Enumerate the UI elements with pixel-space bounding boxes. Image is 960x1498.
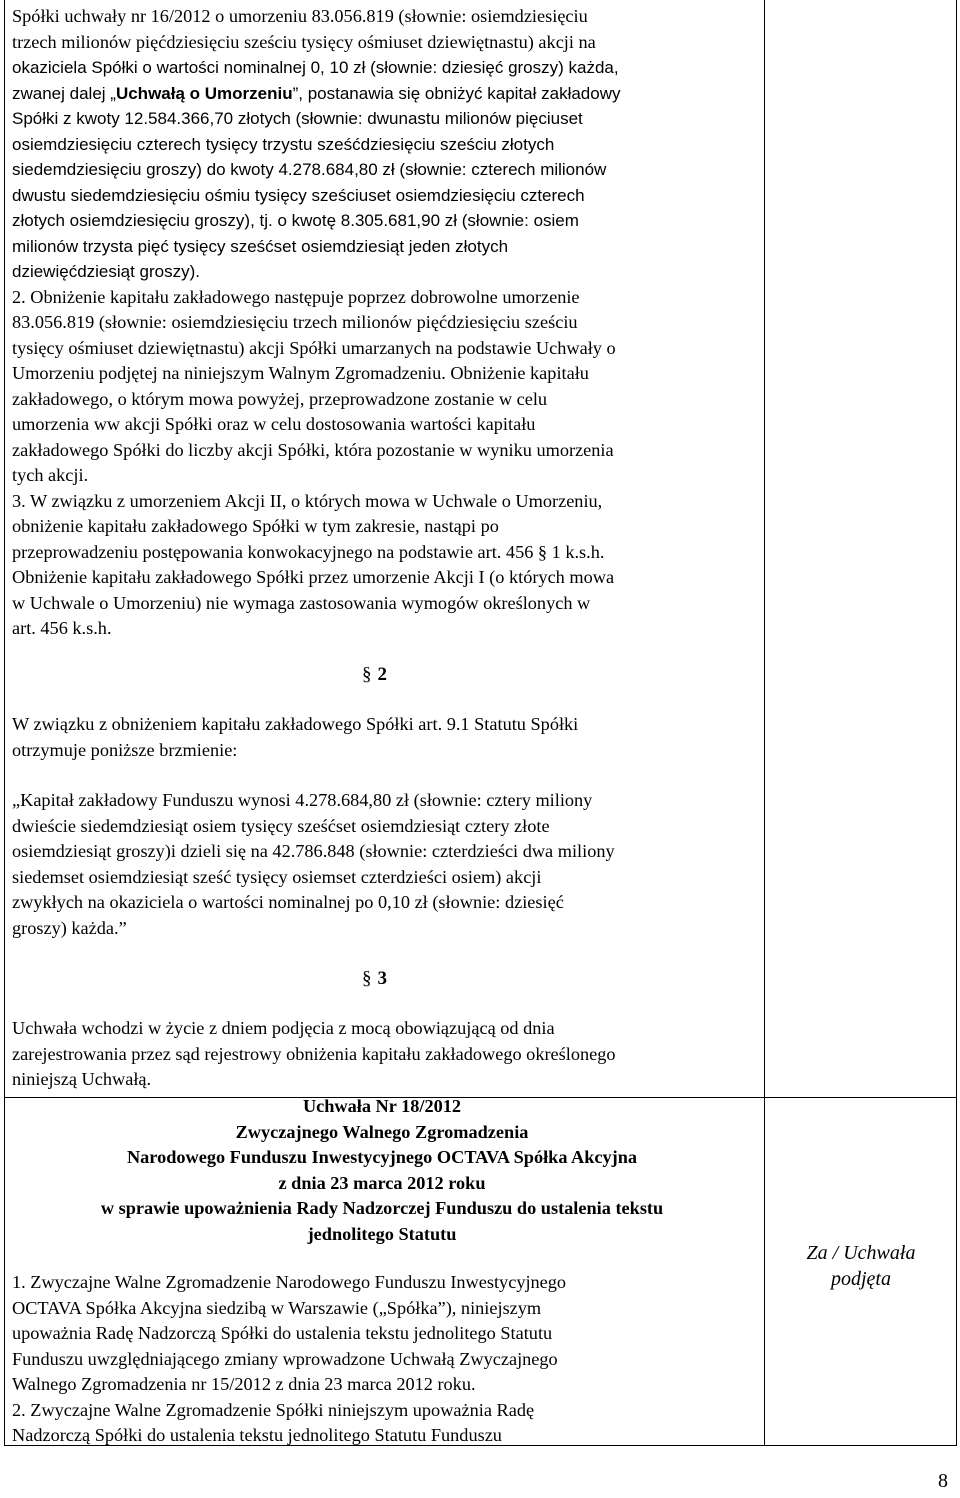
section-2-heading bbox=[362, 662, 387, 687]
column-divider bbox=[764, 0, 765, 1446]
text-line: zwykłych na okaziciela o wartości nominalnej po 0,10 zł (słownie: dziesięć bbox=[12, 892, 564, 912]
text-segment: 2. Obniżenie kapitału zakładowego następuje poprzez dobrowolne umorzenie bbox=[12, 286, 580, 307]
text-segment: Spółki z kwoty 12.584.366,70 złotych (słownie: dwunastu milionów pięciuset bbox=[12, 109, 583, 128]
text-line: Uchwała Nr 18/2012 bbox=[302, 1096, 462, 1116]
section-number: 3 bbox=[377, 968, 387, 989]
section-number: 2 bbox=[377, 664, 387, 685]
text-segment: tysięcy ośmiuset dziewiętnastu) akcji Spółki umarzanych na podstawie Uchwały o bbox=[12, 337, 616, 358]
text-line bbox=[12, 310, 752, 336]
text-line: upoważnia Radę Nadzorczą Spółki do ustalenia tekstu jednolitego Statutu bbox=[12, 1323, 553, 1343]
text-line bbox=[12, 463, 752, 489]
text-line bbox=[12, 565, 752, 591]
text-line bbox=[12, 540, 752, 566]
section-2-text bbox=[12, 712, 752, 763]
text-line bbox=[12, 132, 752, 158]
text-segment: zakładowego, o którym mowa powyżej, przeprowadzone zostanie w celu bbox=[12, 388, 548, 409]
text-line bbox=[12, 489, 752, 515]
text-line: 2. Zwyczajne Walne Zgromadzenie Spółki niniejszym upoważnia Radę bbox=[12, 1399, 535, 1420]
text-line bbox=[12, 591, 752, 617]
text-line: zarejestrowania przez sąd rejestrowy obniżenia kapitału zakładowego określonego bbox=[12, 1043, 616, 1064]
section-3-heading bbox=[362, 966, 387, 991]
text-segment: trzech milionów pięćdziesięciu sześciu tysięcy ośmiuset dziewiętnastu) akcji na bbox=[12, 31, 596, 52]
page-number: 8 bbox=[938, 1470, 948, 1492]
text-segment: zwanej dalej „ bbox=[12, 83, 116, 103]
text-line: Walnego Zgromadzenia nr 15/2012 z dnia 23 marca 2012 roku. bbox=[12, 1374, 476, 1394]
text-line: Nadzorczą Spółki do ustalenia tekstu jednolitego Statutu Funduszu bbox=[12, 1425, 502, 1445]
text-line bbox=[12, 259, 752, 285]
text-line bbox=[12, 361, 752, 387]
text-line bbox=[12, 234, 752, 260]
text-line bbox=[12, 412, 752, 438]
text-line: w sprawie upoważnienia Rady Nadzorczej Funduszu do ustalenia tekstu bbox=[100, 1198, 664, 1218]
text-line bbox=[12, 208, 752, 234]
vote-result-line: podjęta bbox=[831, 1268, 891, 1290]
text-line: „Kapitał zakładowy Funduszu wynosi 4.278.684,80 zł (słownie: cztery miliony bbox=[12, 790, 593, 810]
text-line: osiemdziesiąt groszy)i dzieli się na 42.786.848 (słownie: czterdzieści dwa miliony bbox=[12, 841, 615, 861]
text-line bbox=[12, 183, 752, 209]
text-segment: 3. W związku z umorzeniem Akcji II, o których mowa w Uchwale o Umorzeniu, bbox=[12, 490, 603, 511]
text-line: z dnia 23 marca 2012 roku bbox=[278, 1172, 486, 1193]
text-segment: 83.056.819 (słownie: osiemdziesięciu trzech milionów pięćdziesięciu sześciu bbox=[12, 312, 578, 332]
text-segment: Spółki uchwały nr 16/2012 o umorzeniu 83.056.819 (słownie: osiemdziesięciu bbox=[12, 6, 588, 26]
text-line: otrzymuje poniższe brzmienie: bbox=[12, 739, 238, 760]
text-line bbox=[12, 285, 752, 311]
paragraph-sign: § bbox=[362, 664, 372, 685]
text-segment: przeprowadzeniu postępowania konwokacyjnego na podstawie art. 456 § 1 k.s.h. bbox=[12, 541, 605, 562]
text-line: Uchwała wchodzi w życie z dniem podjęcia z mocą obowiązującą od dnia bbox=[12, 1018, 555, 1038]
text-line: W związku z obniżeniem kapitału zakładowego Spółki art. 9.1 Statutu Spółki bbox=[12, 714, 579, 734]
vote-result-line: Za / Uchwała bbox=[806, 1242, 916, 1264]
text-line bbox=[12, 81, 752, 107]
text-line bbox=[12, 4, 752, 30]
text-segment: umorzenia ww akcji Spółki oraz w celu dostosowania wartości kapitału bbox=[12, 414, 536, 434]
text-line bbox=[12, 438, 752, 464]
text-segment: Obniżenie kapitału zakładowego Spółki przez umorzenie Akcji I (o których mowa bbox=[12, 567, 615, 587]
text-segment: tych akcji. bbox=[12, 465, 89, 485]
text-line bbox=[12, 106, 752, 132]
text-segment: siedemdziesięciu groszy) do kwoty 4.278.684,80 zł (słownie: czterech milionów bbox=[12, 160, 607, 179]
text-line bbox=[12, 336, 752, 362]
text-line bbox=[12, 55, 752, 81]
section-2-quoted-article bbox=[12, 788, 752, 941]
text-line bbox=[12, 514, 752, 540]
text-line: niniejszą Uchwałą. bbox=[12, 1069, 152, 1089]
defined-term: Uchwałą o Umorzeniu bbox=[115, 83, 293, 103]
section-3-text bbox=[12, 1016, 752, 1093]
text-segment: okaziciela Spółki o wartości nominalnej 0, 10 zł (słownie: dziesięć groszy) każda, bbox=[12, 58, 619, 77]
text-line bbox=[12, 616, 752, 642]
text-line bbox=[12, 157, 752, 183]
text-line bbox=[12, 30, 752, 56]
text-segment: ”, postanawia się obniżyć kapitał zakładowy bbox=[292, 83, 621, 103]
text-line: 1. Zwyczajne Walne Zgromadzenie Narodowego Funduszu Inwestycyjnego bbox=[12, 1272, 567, 1292]
text-segment: zakładowego Spółki do liczby akcji Spółki, która pozostanie w wyniku umorzenia bbox=[12, 439, 614, 460]
text-line bbox=[12, 387, 752, 413]
text-segment: w Uchwale o Umorzeniu) nie wymaga zastosowania wymogów określonych w bbox=[12, 592, 591, 613]
text-segment: Umorzeniu podjętej na niniejszym Walnym Zgromadzeniu. Obniżenie kapitału bbox=[12, 363, 589, 383]
text-line: OCTAVA Spółka Akcyjna siedzibą w Warszawie („Spółka”), niniejszym bbox=[12, 1297, 542, 1318]
resolution-17-continued-text bbox=[12, 4, 752, 642]
text-line: dwieście siedemdziesiąt osiem tysięcy sześćset osiemdziesiąt cztery złote bbox=[12, 815, 550, 836]
vote-result bbox=[766, 1240, 956, 1292]
paragraph-sign: § bbox=[362, 968, 372, 989]
text-segment: milionów trzysta pięć tysięcy sześćset osiemdziesiąt jeden złotych bbox=[12, 236, 509, 256]
text-line: Zwyczajnego Walnego Zgromadzenia bbox=[235, 1121, 529, 1142]
text-line: Narodowego Funduszu Inwestycyjnego OCTAVA Spółka Akcyjna bbox=[126, 1147, 638, 1167]
resolution-18-body bbox=[12, 1270, 752, 1449]
text-segment: osiemdziesięciu czterech tysięcy trzystu sześćdziesięciu sześciu złotych bbox=[12, 134, 555, 154]
text-line: siedemset osiemdziesiąt sześć tysięcy osiemset czterdzieści osiem) akcji bbox=[12, 866, 542, 887]
text-segment: dwustu siedemdziesięciu ośmiu tysięcy sześciuset osiemdziesięciu czterech bbox=[12, 185, 585, 205]
resolution-18-heading bbox=[12, 1094, 752, 1247]
text-line: groszy) każda.” bbox=[12, 917, 127, 938]
text-segment: złotych osiemdziesięciu groszy), tj. o kwotę 8.305.681,90 zł (słownie: osiem bbox=[12, 211, 579, 230]
text-segment: dziewięćdziesiąt groszy). bbox=[12, 262, 201, 281]
text-segment: obniżenie kapitału zakładowego Spółki w tym zakresie, nastąpi po bbox=[12, 516, 499, 536]
text-line: jednolitego Statutu bbox=[307, 1223, 457, 1244]
text-segment: art. 456 k.s.h. bbox=[12, 618, 112, 638]
text-line: Funduszu uwzględniającego zmiany wprowadzone Uchwałą Zwyczajnego bbox=[12, 1348, 558, 1369]
